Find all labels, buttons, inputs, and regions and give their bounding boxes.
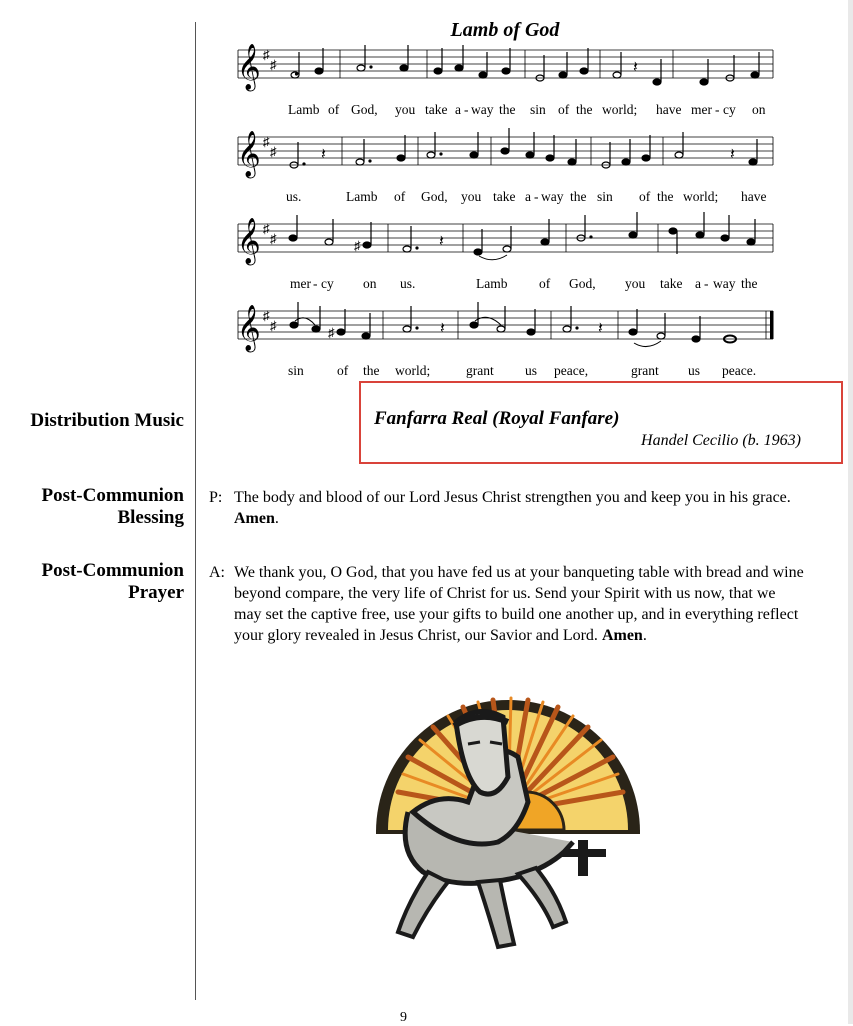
music-system-1	[233, 38, 778, 123]
speaker-marker: P:	[209, 489, 223, 506]
treble-clef-icon: 𝄞	[237, 305, 261, 351]
svg-text:𝄽: 𝄽	[598, 320, 603, 337]
distribution-music-label: Distribution Music	[30, 410, 184, 431]
lyric: us	[688, 363, 701, 378]
staff-3	[233, 212, 778, 272]
lyric: of	[558, 102, 570, 117]
lyric: cy	[321, 276, 334, 291]
page-edge	[848, 0, 853, 1024]
lyric: the	[657, 189, 674, 204]
svg-text:𝄽: 𝄽	[321, 146, 326, 163]
lyric: way	[471, 102, 494, 117]
treble-clef-icon: 𝄞	[237, 131, 261, 177]
prayer-body: We thank you, O God, that you have fed us at your banqueting table with bread and wine beyond compare, the very life of Christ for us. Send your Spirit with us now, that we may set the captive free, use your gifts to build one another up, and in everything reflect your glory revealed in Jesus Christ, our Savior and Lord.	[234, 564, 804, 644]
music-title: Fanfarra Real (Royal Fanfare)	[374, 408, 620, 429]
lyric: -	[715, 102, 720, 117]
lyric: mer	[290, 276, 311, 291]
svg-text:𝄽: 𝄽	[440, 320, 445, 337]
hymn-title: Lamb of God	[450, 19, 560, 41]
lyric: world;	[395, 363, 431, 378]
lyric: of	[328, 102, 340, 117]
svg-text:♯: ♯	[270, 57, 277, 72]
lyric: sin	[597, 189, 613, 204]
lyric: grant	[631, 363, 659, 378]
lyric: on	[363, 276, 377, 291]
page-number: 9	[400, 1010, 407, 1025]
svg-text:♯: ♯	[328, 325, 335, 340]
svg-text:♯: ♯	[263, 308, 270, 323]
lyric: -	[313, 276, 318, 291]
lyric: a	[455, 102, 461, 117]
lyric: Lamb	[346, 189, 378, 204]
lyric: of	[539, 276, 551, 291]
blessing-body: The body and blood of our Lord Jesus Christ strengthen you and keep you in his grace.	[234, 489, 791, 506]
lyric: on	[752, 102, 766, 117]
lyric: the	[741, 276, 758, 291]
response-amen: Amen	[234, 510, 275, 527]
lyric: have	[656, 102, 682, 117]
lyric: of	[639, 189, 651, 204]
lyric: -	[464, 102, 469, 117]
svg-text:♯: ♯	[263, 221, 270, 236]
svg-text:𝄽: 𝄽	[439, 233, 444, 250]
lyric: us.	[400, 276, 416, 291]
lyric: of	[394, 189, 406, 204]
lyric: take	[493, 189, 516, 204]
treble-clef-icon: 𝄞	[237, 44, 261, 90]
lyric: you	[625, 276, 646, 291]
lyric: sin	[530, 102, 546, 117]
post-communion-prayer-label	[41, 560, 184, 604]
treble-clef-icon: 𝄞	[237, 218, 261, 264]
lyric: Lamb	[476, 276, 508, 291]
svg-text:𝄽: 𝄽	[633, 59, 638, 76]
lyric: world;	[602, 102, 638, 117]
label-line: Prayer	[128, 582, 184, 603]
lyric: way	[541, 189, 564, 204]
svg-text:♯: ♯	[354, 238, 361, 253]
svg-text:♯: ♯	[263, 134, 270, 149]
post-communion-blessing-label	[41, 485, 184, 529]
lyric: you	[395, 102, 416, 117]
blessing-text: The body and blood of our Lord Jesus Christ strengthen you and keep you in his grace. Amen.	[234, 489, 791, 527]
lyric: way	[713, 276, 736, 291]
lyric: cy	[723, 102, 736, 117]
label-line: Post-Communion	[41, 485, 184, 506]
lyric: God,	[421, 189, 448, 204]
lyric: -	[704, 276, 709, 291]
lyric: world;	[683, 189, 719, 204]
label-line: Blessing	[117, 507, 184, 528]
lyric: Lamb	[288, 102, 320, 117]
svg-text:♯: ♯	[270, 318, 277, 333]
lamb-of-god-icon	[368, 682, 648, 952]
lyric: us	[525, 363, 538, 378]
column-divider	[195, 22, 196, 1000]
lyric: the	[576, 102, 593, 117]
lyric: the	[499, 102, 516, 117]
staff-2	[233, 125, 778, 185]
lyric: peace.	[722, 363, 757, 378]
lyric: mer	[691, 102, 712, 117]
svg-text:𝄽: 𝄽	[730, 146, 735, 163]
lyric: you	[461, 189, 482, 204]
music-system-3	[233, 212, 778, 297]
speaker-marker: A:	[209, 564, 225, 581]
lyric: peace,	[554, 363, 589, 378]
lyric: God,	[569, 276, 596, 291]
response-amen: Amen	[601, 627, 643, 644]
music-system-4	[233, 299, 778, 384]
svg-text:♯: ♯	[270, 144, 277, 159]
lyric: the	[363, 363, 380, 378]
lyric: -	[534, 189, 539, 204]
lyric: a	[695, 276, 701, 291]
lyric: of	[337, 363, 349, 378]
prayer-text: We thank you, O God, that you have fed us at your banqueting table with bread and wine beyond compare, the very life of Christ for us. Send your Spirit with us now, that we may set the captive free, use your gifts to build one another up, and in everything reflect your glory revealed in Jesus Christ, our Savior and Lord. Amen.	[234, 564, 804, 644]
composer-credit: Handel Cecilio (b. 1963)	[641, 432, 801, 449]
lyric: a	[525, 189, 531, 204]
staff-4	[233, 299, 778, 359]
label-line: Post-Communion	[41, 560, 184, 581]
lyric: sin	[288, 363, 304, 378]
music-system-2	[233, 125, 778, 210]
svg-text:♯: ♯	[263, 47, 270, 62]
lyric: God,	[351, 102, 378, 117]
lyric: take	[425, 102, 448, 117]
lyric: us.	[286, 189, 302, 204]
lyric: take	[660, 276, 683, 291]
svg-text:♯: ♯	[270, 231, 277, 246]
lyric: grant	[466, 363, 494, 378]
lyric: the	[570, 189, 587, 204]
staff-1	[233, 38, 778, 98]
lyric: have	[741, 189, 767, 204]
